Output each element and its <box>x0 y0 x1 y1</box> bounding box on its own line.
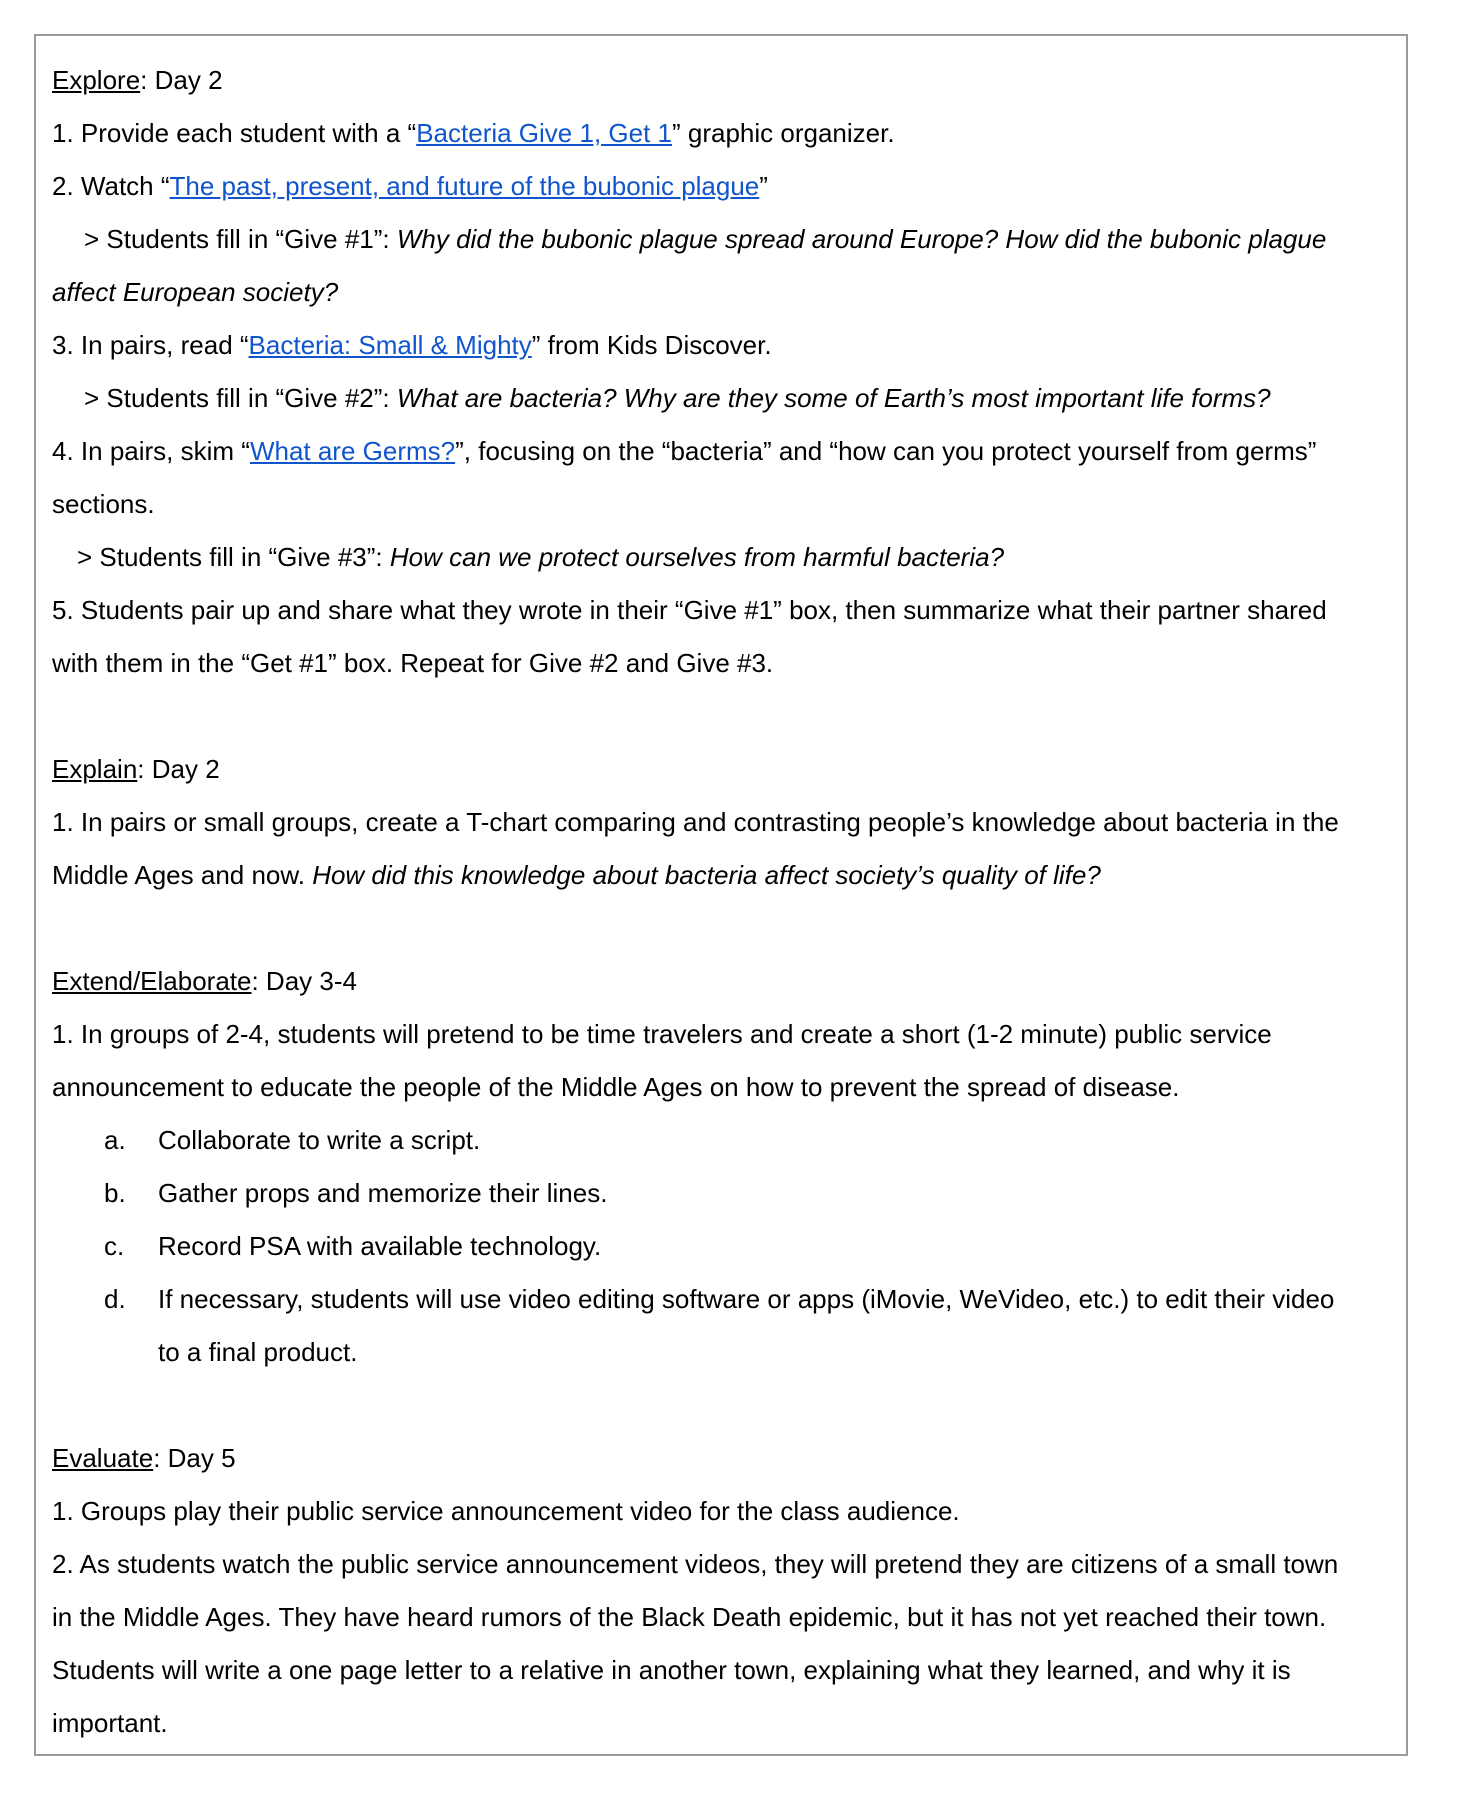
list-item-cont: to a final product. <box>158 1337 358 1367</box>
section-gap <box>52 1379 1390 1432</box>
explore-step-4-sub: > Students fill in “Give #3”: How can we protect ourselves from harmful bacteria? <box>77 542 1005 572</box>
explain-step-1: 1. In pairs or small groups, create a T-chart comparing and contrasting people’s knowledge about bacteria in the <box>52 807 1339 837</box>
explore-step-1: 1. Provide each student with a “Bacteria Give 1, Get 1” graphic organizer. <box>52 118 895 148</box>
evaluate-heading-line <box>52 1432 1390 1485</box>
link-bacteria-give-get[interactable]: Bacteria Give 1, Get 1 <box>416 118 672 148</box>
link-bacteria-small-mighty[interactable]: Bacteria: Small & Mighty <box>248 330 532 360</box>
evaluate-day: : Day 5 <box>153 1443 236 1473</box>
list-item: b. Gather props and memorize their lines. <box>104 1178 608 1208</box>
explore-step-5-cont: with them in the “Get #1” box. Repeat for Give #2 and Give #3. <box>52 648 774 678</box>
explore-day: : Day 2 <box>140 65 223 95</box>
extend-step-1: 1. In groups of 2-4, students will pretend to be time travelers and create a short (1-2 minute) public service <box>52 1019 1272 1049</box>
extend-heading: Extend/Elaborate <box>52 966 252 996</box>
list-item: d. If necessary, students will use video editing software or apps (iMovie, WeVideo, etc.) to edit their video <box>104 1284 1335 1314</box>
explain-heading: Explain <box>52 754 138 784</box>
explore-step-3: 3. In pairs, read “Bacteria: Small & Mighty” from Kids Discover. <box>52 330 772 360</box>
extend-step-1-cont: announcement to educate the people of the Middle Ages on how to prevent the spread of disease. <box>52 1072 1180 1102</box>
explore-step-2: 2. Watch “The past, present, and future of the bubonic plague” <box>52 171 768 201</box>
explore-step-4: 4. In pairs, skim “What are Germs?”, focusing on the “bacteria” and “how can you protect yourself from germs” <box>52 436 1317 466</box>
evaluate-step-2-cont: important. <box>52 1708 168 1738</box>
evaluate-step-1: 1. Groups play their public service announcement video for the class audience. <box>52 1496 960 1526</box>
explain-day: : Day 2 <box>137 754 220 784</box>
link-what-are-germs[interactable]: What are Germs? <box>249 436 456 466</box>
explore-step-2-sub-cont: affect European society? <box>52 277 339 307</box>
list-item: c. Record PSA with available technology. <box>104 1231 602 1261</box>
evaluate-heading: Evaluate <box>52 1443 154 1473</box>
explore-step-2-sub: > Students fill in “Give #1”: Why did the bubonic plague spread around Europe? How did the bubonic plague <box>84 224 1327 254</box>
link-bubonic-plague-video[interactable]: The past, present, and future of the bubonic plague <box>169 171 760 201</box>
explain-step-1-cont: Middle Ages and now. How did this knowledge about bacteria affect society’s quality of life? <box>52 860 1101 890</box>
explore-step-3-sub: > Students fill in “Give #2”: What are bacteria? Why are they some of Earth’s most important life forms? <box>84 383 1271 413</box>
explore-heading-line <box>52 54 1390 107</box>
explore-step-4-cont: sections. <box>52 489 155 519</box>
section-gap <box>52 902 1390 955</box>
section-gap <box>52 690 1390 743</box>
evaluate-step-2-cont: in the Middle Ages. They have heard rumors of the Black Death epidemic, but it has not yet reached their town. <box>52 1602 1327 1632</box>
explore-heading: Explore <box>52 65 141 95</box>
explain-heading-line <box>52 743 1390 796</box>
evaluate-step-2: 2. As students watch the public service announcement videos, they will pretend they are citizens of a small town <box>52 1549 1339 1579</box>
extend-heading-line <box>52 955 1390 1008</box>
evaluate-step-2-cont: Students will write a one page letter to a relative in another town, explaining what they learned, and why it is <box>52 1655 1291 1685</box>
list-item: a. Collaborate to write a script. <box>104 1125 481 1155</box>
explore-step-5: 5. Students pair up and share what they wrote in their “Give #1” box, then summarize what their partner shared <box>52 595 1327 625</box>
extend-day: : Day 3-4 <box>251 966 357 996</box>
lesson-plan-box <box>34 34 1408 1756</box>
